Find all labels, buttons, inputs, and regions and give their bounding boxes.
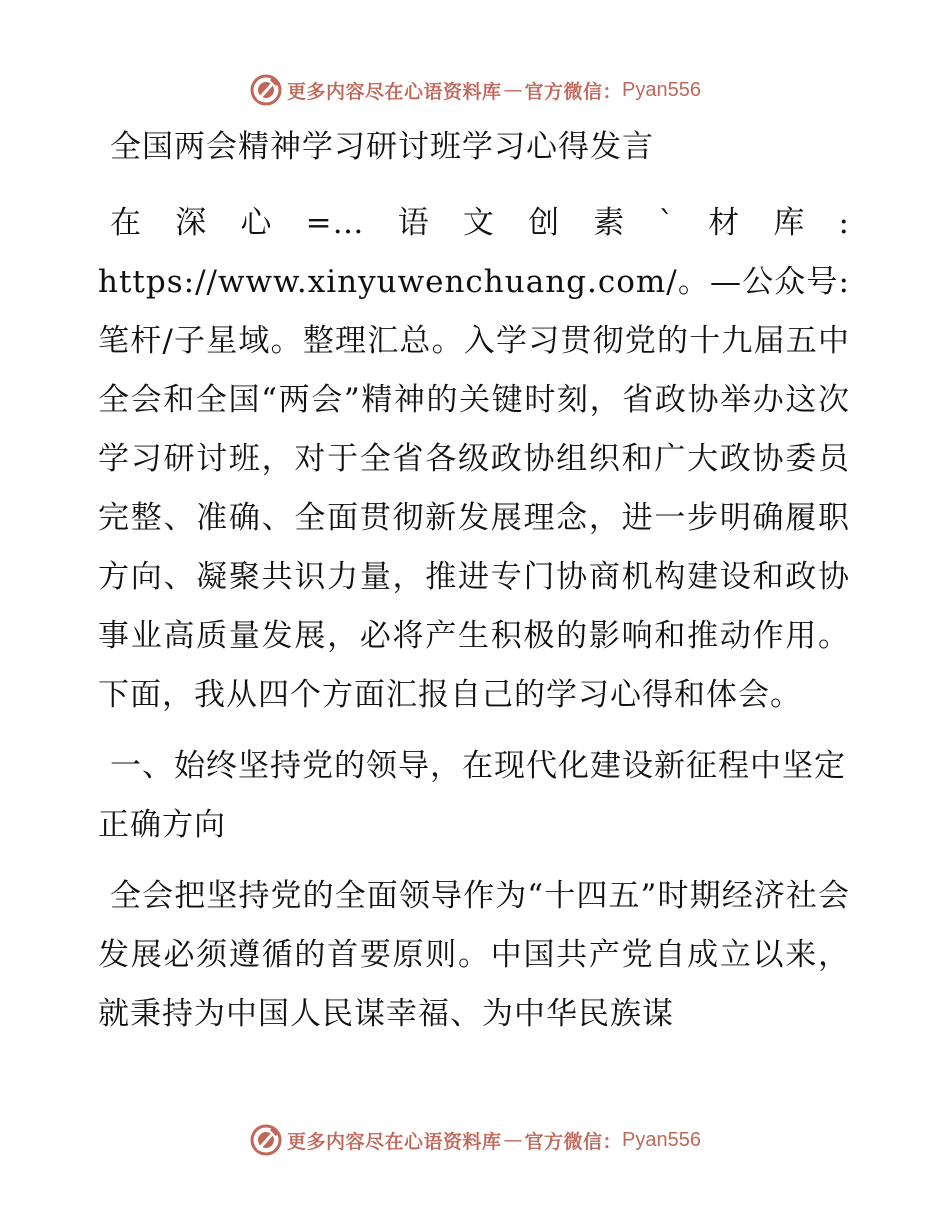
watermark-footer	[0, 1120, 950, 1160]
watermark-header	[0, 70, 950, 110]
watermark-contact: 官方微信：	[524, 80, 623, 103]
section-paragraph-1: 全会把坚持党的全面领导作为“十四五”时期经济社会发展必须遵循的首要原则。中国共产党自成立以来，就秉持为中国人民谋幸福、为中华民族谋	[98, 878, 850, 1032]
section-heading-1: 一、始终坚持党的领导，在现代化建设新征程中坚定正确方向	[98, 748, 846, 843]
watermark-wechat-id: Pyan556	[622, 78, 701, 101]
watermark-dash: —	[503, 1129, 523, 1151]
watermark-wechat-id: Pyan556	[622, 1128, 701, 1151]
document-title: 全国两会精神学习研讨班学习心得发言	[110, 129, 654, 165]
watermark-text: 更多内容尽在心语资料库	[287, 1130, 502, 1153]
intro-paragraph: 在深心=…语文创素`材库: https://www.xinyuwenchuang.com/。—公众号: 笔杆/子星域。整理汇总。入学习贯彻党的十九届五中全会和全国“两会”精神的关键时刻，省政协举办这次学习研讨班，对于全省各级政协组织和广大政协委员完整、准确、全面贯彻新发展理念，进一步明确履职方向、凝聚共识力量，推进专门协商机构建设和政协事业高质量发展，必将产生积极的影响和推动作用。下面，我从四个方面汇报自己的学习心得和体会。	[98, 205, 850, 713]
document-body	[98, 122, 850, 1056]
watermark-contact: 官方微信：	[524, 1130, 623, 1153]
watermark-dash: —	[503, 79, 523, 101]
watermark-text: 更多内容尽在心语资料库	[287, 80, 502, 103]
pen-logo-icon	[249, 1123, 283, 1157]
pen-logo-icon	[249, 73, 283, 107]
